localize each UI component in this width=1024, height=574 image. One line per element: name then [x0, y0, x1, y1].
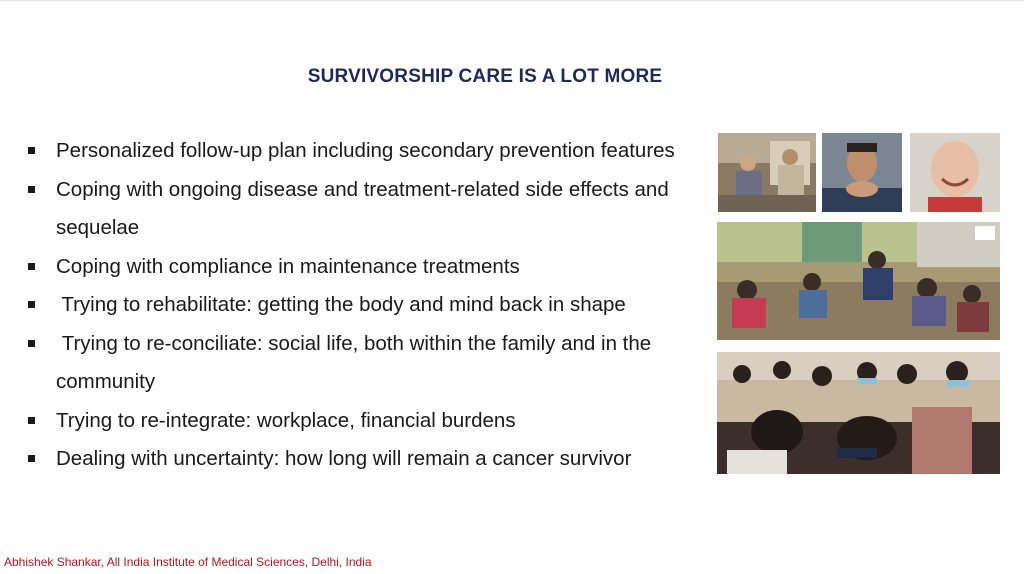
footer-credit: Abhishek Shankar, All India Institute of Medical Sciences, Delhi, India — [4, 555, 372, 569]
list-item — [28, 248, 713, 287]
list-item — [28, 325, 713, 402]
list-item-text: Dealing with uncertainty: how long will remain a cancer survivor — [56, 447, 632, 470]
square-bullet-icon — [28, 417, 35, 424]
list-item-text: Coping with compliance in maintenance treatments — [56, 254, 520, 278]
square-bullet-icon — [28, 301, 35, 308]
top-divider — [0, 0, 1024, 1]
list-item-text: Trying to re-conciliate: social life, both within the family and in the community — [56, 331, 657, 393]
photo-elderly-patients — [718, 133, 816, 212]
bullet-list — [28, 132, 713, 479]
square-bullet-icon — [28, 455, 35, 462]
photo-students-with-masks — [717, 352, 1000, 474]
list-item-text: Trying to re-integrate: workplace, financial burdens — [56, 408, 516, 432]
list-item — [28, 402, 713, 441]
photo-group-session — [717, 222, 1000, 340]
list-item-text: Coping with ongoing disease and treatment-related side effects and sequelae — [56, 177, 669, 239]
square-bullet-icon — [28, 263, 35, 270]
list-item — [28, 132, 713, 171]
list-item — [28, 171, 713, 248]
list-item — [28, 286, 713, 325]
photo-man-clasped-hands — [822, 133, 902, 212]
square-bullet-icon — [28, 147, 35, 154]
photo-smiling-child — [910, 133, 1000, 212]
square-bullet-icon — [28, 340, 35, 347]
list-item — [28, 440, 713, 479]
list-item-text: Personalized follow-up plan including secondary prevention features — [56, 139, 675, 162]
square-bullet-icon — [28, 186, 35, 193]
slide-title: SURVIVORSHIP CARE IS A LOT MORE — [307, 66, 663, 87]
list-item-text: Trying to rehabilitate: getting the body and mind back in shape — [56, 293, 626, 316]
